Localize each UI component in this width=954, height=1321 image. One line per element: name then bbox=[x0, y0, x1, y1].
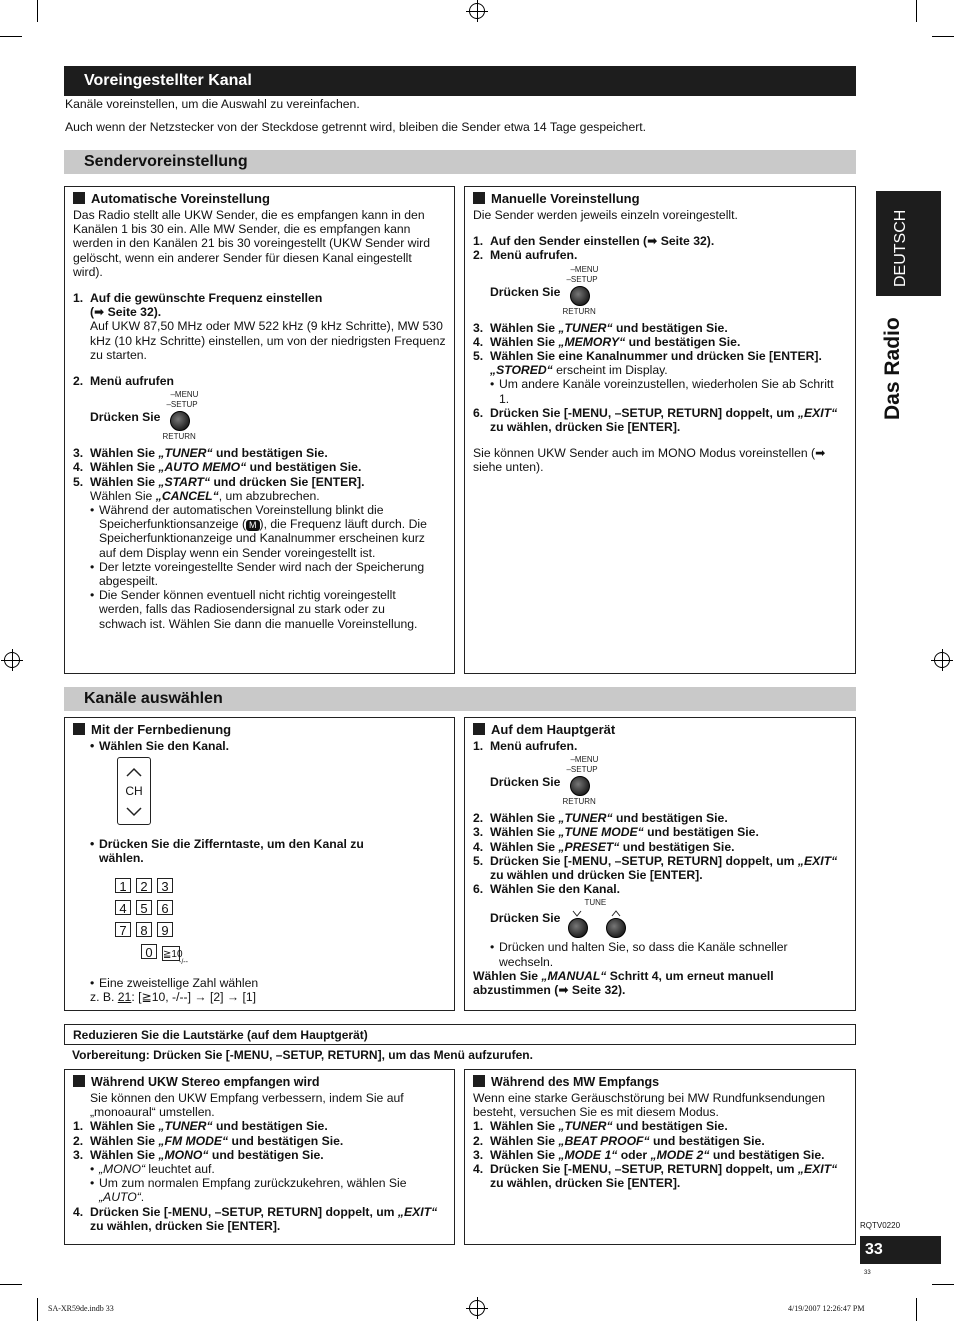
step: 3. Wählen Sie „MONO“ und bestätigen Sie. bbox=[73, 1147, 324, 1162]
section-header-preset: Voreingestellter Kanal bbox=[64, 66, 856, 96]
cancel-note: Wählen Sie „CANCEL“, um abzubrechen. bbox=[90, 488, 320, 503]
file-name: SA-XR59de.indb 33 bbox=[48, 1304, 114, 1313]
crop-mark bbox=[916, 0, 917, 22]
tune-up-button-icon bbox=[606, 918, 626, 938]
step: 3. Wählen Sie „TUNE MODE“ und bestätigen Sie. bbox=[473, 825, 759, 840]
key-6[interactable]: 6 bbox=[157, 900, 173, 915]
step: 5. Wählen Sie eine Kanalnummer und drücken Sie [ENTER]. bbox=[473, 349, 822, 364]
bullet: • Um andere Kanäle voreinzustellen, wiederholen Sie ab Schritt 1. bbox=[490, 377, 847, 405]
section-header-select-channels: Kanäle auswählen bbox=[64, 687, 856, 711]
step: 1. Wählen Sie „TUNER“ und bestätigen Sie. bbox=[473, 1119, 728, 1134]
tune-down-button-icon bbox=[568, 918, 588, 938]
press-instruction-tune bbox=[473, 898, 847, 938]
step: 4. Drücken Sie [-MENU, –SETUP, RETURN] doppelt, um „EXIT“ zu wählen, drücken Sie [ENTER]. bbox=[473, 1162, 838, 1191]
tune-buttons bbox=[568, 898, 628, 938]
section-header-station-preset: Sendervoreinstellung bbox=[64, 150, 856, 174]
step: 5. Drücken Sie [-MENU, –SETUP, RETURN] doppelt, um „EXIT“ zu wählen und drücken Sie [ENTER]. bbox=[473, 853, 838, 883]
tune-label: TUNE bbox=[584, 898, 607, 908]
key-7[interactable]: 7 bbox=[115, 922, 131, 937]
square-bullet-icon bbox=[473, 1075, 485, 1087]
bullet: • Der letzte voreingestellte Sender wird nach der Speicherung abgespeilt. bbox=[90, 560, 430, 588]
bullet: • Eine zweistellige Zahl wählen bbox=[90, 976, 446, 990]
step: 1. Auf die gewünschte Frequenz einstellen (➡ Seite 32). bbox=[73, 291, 323, 320]
page-number: 33 bbox=[860, 1236, 941, 1264]
menu-knob-icon bbox=[570, 286, 590, 306]
key-9[interactable]: 9 bbox=[157, 922, 173, 937]
press-label: Drücken Sie bbox=[90, 410, 161, 425]
manual-preset-box bbox=[464, 186, 856, 674]
knob-label-setup: –SETUP bbox=[166, 400, 198, 410]
crop-mark bbox=[932, 1284, 954, 1285]
ch-label: CH bbox=[125, 784, 143, 799]
language-label: DEUTSCH bbox=[892, 209, 909, 287]
box-title: Mit der Fernbedienung bbox=[91, 722, 232, 737]
numeric-keypad bbox=[115, 876, 446, 964]
print-date: 4/19/2007 12:26:47 PM bbox=[788, 1304, 865, 1313]
knob-label-menu: –MENU bbox=[570, 755, 599, 765]
crop-mark bbox=[0, 1284, 22, 1285]
mono-note: Sie können UKW Sender auch im MONO Modus voreinstellen (➡ siehe unten). bbox=[473, 446, 826, 475]
step: 4. Drücken Sie [-MENU, –SETUP, RETURN] doppelt, um „EXIT“ zu wählen, drücken Sie [ENTER]. bbox=[73, 1204, 438, 1233]
step: 6. Drücken Sie [-MENU, –SETUP, RETURN] doppelt, um „EXIT“ zu wählen, drücken Sie [ENTER]. bbox=[473, 405, 838, 435]
step: 2. Menü aufrufen bbox=[73, 374, 174, 389]
press-instruction bbox=[73, 390, 446, 444]
crop-mark bbox=[0, 36, 22, 37]
bullet: • Drücken und halten Sie, so dass die Kanäle schneller wechseln. bbox=[490, 940, 830, 968]
memory-indicator-icon: M bbox=[246, 520, 260, 531]
side-title: Das Radio bbox=[881, 317, 904, 420]
knob-label-return: RETURN bbox=[562, 797, 596, 807]
square-bullet-icon bbox=[73, 1075, 85, 1087]
step: 2. Wählen Sie „TUNER“ und bestätigen Sie. bbox=[473, 811, 728, 826]
knob-label-menu: –MENU bbox=[170, 390, 199, 400]
step: 5. Wählen Sie „START“ und drücken Sie [ENTER]. bbox=[73, 474, 365, 489]
bullet: • Um zum normalen Empfang zurückzukehren, wählen Sie „AUTO“. bbox=[90, 1176, 446, 1204]
key-2[interactable]: 2 bbox=[136, 878, 152, 893]
manual-description: Die Sender werden jeweils einzeln voreingestellt. bbox=[473, 208, 738, 222]
knob-label-setup: –SETUP bbox=[566, 274, 598, 284]
knob-label-return: RETURN bbox=[562, 306, 596, 316]
manual-note: Wählen Sie „MANUAL“ Schritt 4, um erneut manuell abzustimmen (➡ Seite 32). bbox=[473, 968, 774, 998]
registration-mark-icon bbox=[934, 652, 950, 668]
step: 1. Auf den Sender einstellen (➡ Seite 32). bbox=[473, 234, 715, 249]
step: 4. Wählen Sie „PRESET“ und bestätigen Sie. bbox=[473, 839, 735, 854]
step: 4. Wählen Sie „AUTO MEMO“ und bestätigen Sie. bbox=[73, 460, 362, 475]
press-instruction bbox=[473, 755, 847, 809]
square-bullet-icon bbox=[473, 723, 485, 735]
bullet: • „MONO“ leuchtet auf. bbox=[90, 1162, 446, 1176]
step: 3. Wählen Sie „TUNER“ und bestätigen Sie. bbox=[473, 320, 728, 335]
registration-mark-icon bbox=[469, 1300, 485, 1316]
key-4[interactable]: 4 bbox=[115, 900, 131, 915]
box-title: Automatische Voreinstellung bbox=[91, 191, 270, 206]
registration-mark-icon bbox=[4, 652, 20, 668]
key-sub-label: -/-- bbox=[179, 958, 188, 966]
auto-preset-box bbox=[64, 186, 455, 674]
stereo-description: Sie können den UKW Empfang verbessern, indem Sie auf „monoaural“ umstellen. bbox=[90, 1091, 404, 1120]
key-3[interactable]: 3 bbox=[157, 878, 173, 893]
step: 2. Wählen Sie „FM MODE“ und bestätigen Sie. bbox=[73, 1133, 344, 1148]
stored-note: „STORED“ erscheint im Display. bbox=[490, 363, 668, 378]
press-instruction bbox=[473, 265, 847, 319]
box-title: Während des MW Empfangs bbox=[491, 1075, 660, 1089]
mw-description: Wenn eine starke Geräuschstörung bei MW Rundfunksendungen besteht, versuchen Sie es mit diesem Modus. bbox=[473, 1091, 826, 1120]
crop-mark bbox=[916, 1298, 917, 1321]
step: 3. Wählen Sie „TUNER“ und bestätigen Sie. bbox=[73, 446, 328, 461]
key-8[interactable]: 8 bbox=[136, 922, 152, 937]
preparation-note: Vorbereitung: Drücken Sie [-MENU, –SETUP, RETURN], um das Menü aufzurufen. bbox=[72, 1048, 533, 1062]
remote-box bbox=[64, 717, 455, 1011]
knob-label-return: RETURN bbox=[162, 432, 196, 442]
fm-stereo-box bbox=[64, 1069, 455, 1245]
doc-code: RQTV0220 bbox=[860, 1221, 901, 1230]
square-bullet-icon bbox=[73, 723, 85, 735]
step: 2. Wählen Sie „BEAT PROOF“ und bestätigen Sie. bbox=[473, 1133, 765, 1148]
reduce-title: Reduzieren Sie die Lautstärke (auf dem Hauptgerät) bbox=[64, 1024, 856, 1045]
step: 6. Wählen Sie den Kanal. bbox=[473, 882, 621, 897]
main-unit-box bbox=[464, 717, 856, 1011]
key-0[interactable]: 0 bbox=[141, 944, 157, 959]
crop-mark bbox=[37, 0, 38, 22]
mw-box bbox=[464, 1069, 856, 1245]
menu-knob bbox=[562, 755, 608, 809]
box-title: Auf dem Hauptgerät bbox=[491, 722, 616, 737]
menu-knob bbox=[562, 264, 608, 319]
auto-description: Das Radio stellt alle UKW Sender, die es empfangen kann in den Kanälen 1 bis 30 ein. Alle MW Sender, die es empfangen kann werden in den Kanälen 21 bis 30 voreingestellt (UKW Sender wird gelöscht, wenn ein anderer Sender für diesen Kanal eingestellt wird). bbox=[73, 208, 431, 279]
knob-label-setup: –SETUP bbox=[566, 765, 598, 775]
press-label: Drücken Sie bbox=[490, 911, 561, 926]
menu-knob-icon bbox=[170, 411, 190, 431]
step: 2. Menü aufrufen. bbox=[473, 248, 578, 263]
bullet: • Drücken Sie die Zifferntaste, um den Kanal zu wählen. bbox=[90, 837, 410, 865]
step: 1. Menü aufrufen. bbox=[473, 739, 578, 753]
memory-note: Auch wenn der Netzstecker von der Steckdose getrennt wird, bleiben die Sender etwa 14 Tage gespeichert. bbox=[65, 120, 647, 134]
crop-mark bbox=[932, 36, 954, 37]
registration-mark-icon bbox=[469, 3, 485, 19]
key-1[interactable]: 1 bbox=[115, 878, 131, 893]
box-title: Während UKW Stereo empfangen wird bbox=[91, 1075, 320, 1089]
square-bullet-icon bbox=[73, 192, 85, 204]
square-bullet-icon bbox=[473, 192, 485, 204]
key-10-plus[interactable]: ≧10 bbox=[162, 946, 180, 961]
step: 1. Wählen Sie „TUNER“ und bestätigen Sie. bbox=[73, 1119, 328, 1134]
menu-knob-icon bbox=[570, 776, 590, 796]
step-text: Auf UKW 87,50 MHz oder MW 522 kHz (9 kHz Schritte), MW 530 kHz (10 kHz Schritte) einstellen, um von der niedrigsten Frequenz zu starten. bbox=[90, 319, 446, 362]
bullet: • Wählen Sie den Kanal. bbox=[90, 739, 446, 753]
language-tab bbox=[876, 191, 941, 296]
press-label: Drücken Sie bbox=[490, 775, 561, 790]
step: 3. Wählen Sie „MODE 1“ oder „MODE 2“ und bestätigen Sie. bbox=[473, 1147, 825, 1162]
channel-rocker bbox=[117, 757, 151, 825]
box-title: Manuelle Voreinstellung bbox=[491, 191, 640, 206]
knob-label-menu: –MENU bbox=[570, 264, 599, 274]
example: z. B. 21: [≧10, -/--] → [2] → [1] bbox=[90, 989, 257, 1004]
bullet: • Während der automatischen Voreinstellung blinkt die Speicherfunktionsanzeige ( M ), die Frequenz läuft durch. Die Speicherfunktionanzeige und Kanalnummer erscheinen kurz auf dem Display wenn ein Sender voreingestellt ist. bbox=[90, 503, 430, 560]
intro-text: Kanäle voreinstellen, um die Auswahl zu vereinfachen. bbox=[65, 97, 360, 111]
menu-knob bbox=[162, 390, 208, 444]
press-label: Drücken Sie bbox=[490, 284, 561, 299]
step: 4. Wählen Sie „MEMORY“ und bestätigen Sie. bbox=[473, 334, 741, 349]
page-number-small: 33 bbox=[864, 1270, 871, 1276]
bullet: • Die Sender können eventuell nicht richtig voreingestellt werden, falls das Radiosendersignal zu stark oder zu schwach ist. Wählen Sie dann die manuelle Voreinstellung. bbox=[90, 588, 430, 631]
crop-mark bbox=[37, 1298, 38, 1321]
key-5[interactable]: 5 bbox=[136, 900, 152, 915]
